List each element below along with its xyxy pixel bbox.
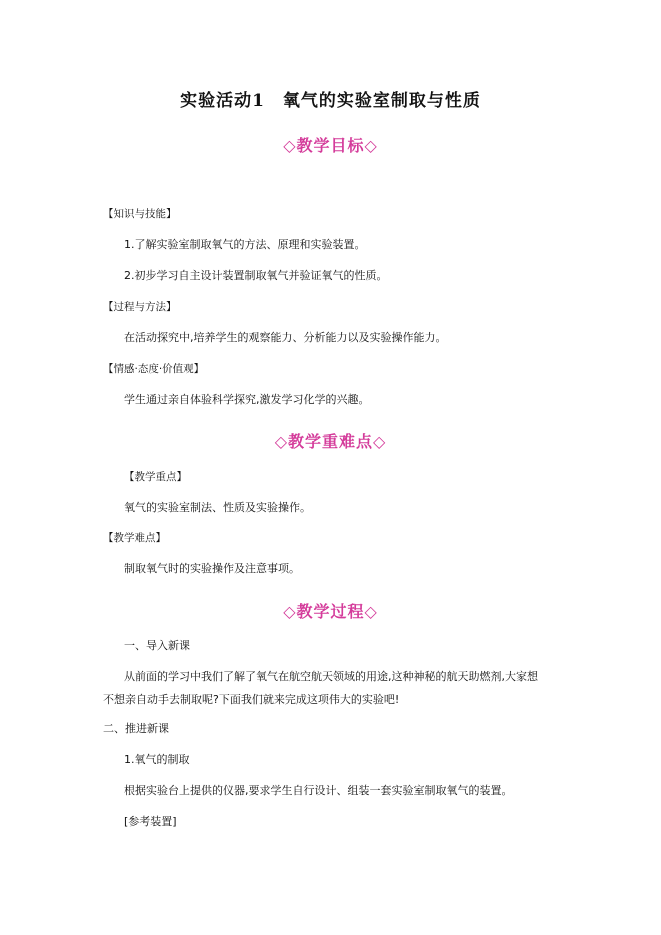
emotion-label: 【情感·态度·价值观】 [103, 363, 205, 375]
emotion-text: 学生通过亲自体验科学探究,激发学习化学的兴趣。 [124, 393, 370, 406]
advance-heading: 二、推进新课 [103, 722, 169, 735]
knowledge-label: 【知识与技能】 [103, 208, 177, 220]
key-points-heading: ◇教学重难点◇ [274, 432, 387, 451]
difficulty-label: 【教学难点】 [103, 532, 166, 544]
knowledge-item-2: 2.初步学习自主设计装置制取氧气并验证氧气的性质。 [124, 269, 388, 282]
reference-apparatus-label: [参考装置] [124, 815, 177, 828]
preparation-text: 根据实验台上提供的仪器,要求学生自行设计、组装一套实验室制取氧气的装置。 [124, 784, 513, 797]
knowledge-item-1: 1.了解实验室制取氧气的方法、原理和实验装置。 [124, 238, 366, 251]
focus-label: 【教学重点】 [124, 471, 187, 483]
process-text: 在活动探究中,培养学生的观察能力、分析能力以及实验操作能力。 [124, 331, 447, 344]
process-label: 【过程与方法】 [103, 301, 177, 313]
focus-text: 氧气的实验室制法、性质及实验操作。 [124, 501, 311, 514]
intro-heading: 一、导入新课 [124, 639, 190, 652]
process-heading: ◇教学过程◇ [283, 602, 378, 621]
page-title: 实验活动1 氧气的实验室制取与性质 [180, 91, 481, 111]
oxygen-preparation-heading: 1.氧气的制取 [124, 753, 190, 766]
intro-paragraph: 从前面的学习中我们了解了氧气在航空航天领域的用途,这种神秘的航天助燃剂,大家想不想亲自动手去制取呢?下面我们就来完成这项伟大的实验吧! [103, 670, 538, 706]
objectives-heading: ◇教学目标◇ [283, 136, 378, 155]
difficulty-text: 制取氧气时的实验操作及注意事项。 [124, 562, 300, 575]
